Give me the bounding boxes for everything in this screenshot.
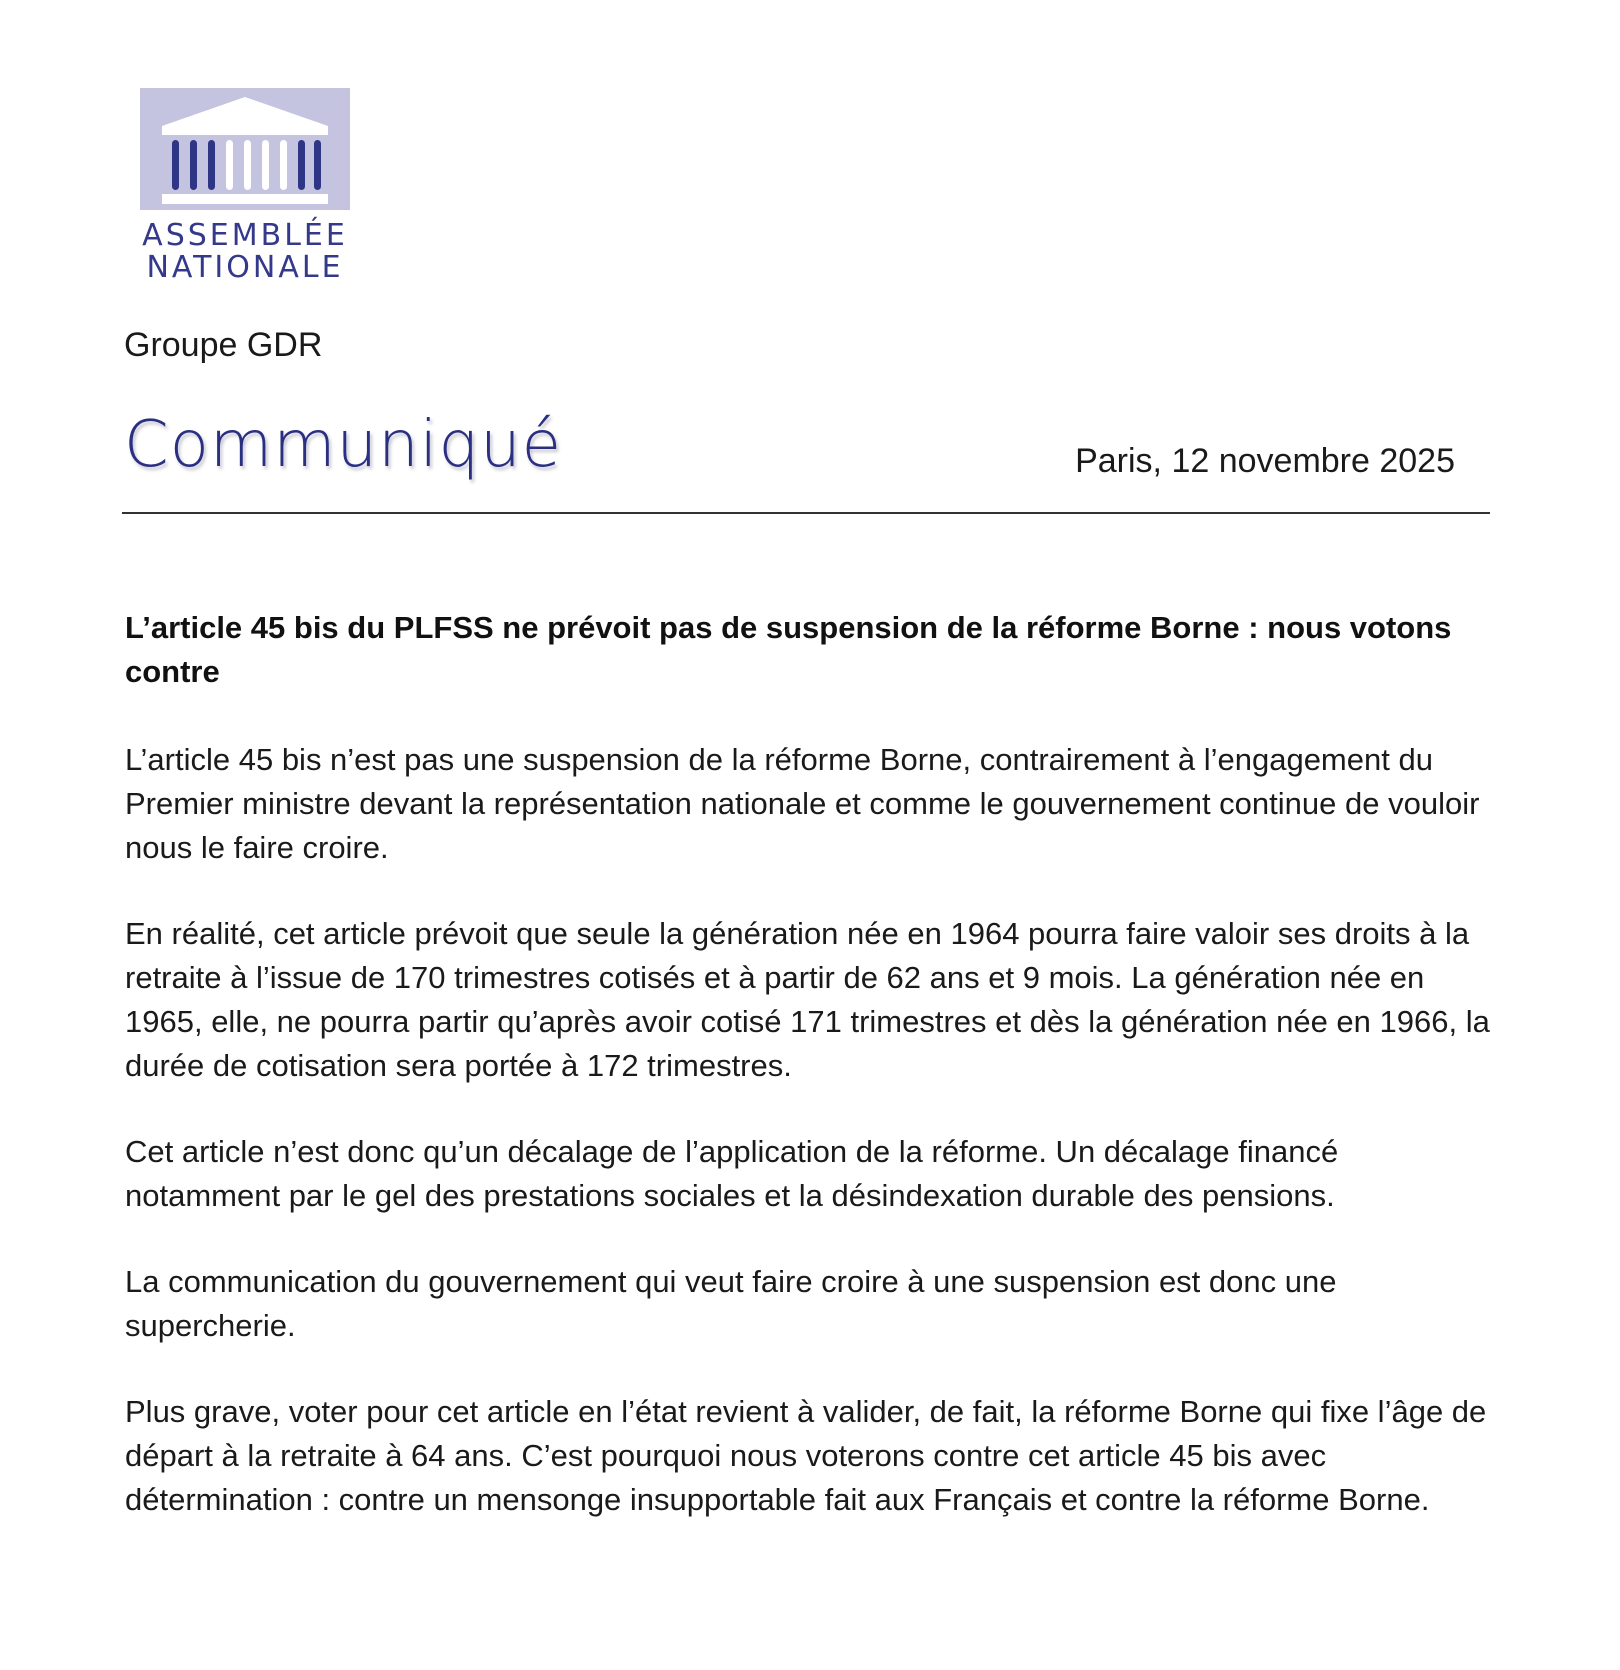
logo-line-1: ASSEMBLÉE bbox=[142, 218, 348, 253]
hemicycle-building-icon bbox=[140, 88, 350, 210]
logo-wordmark bbox=[140, 220, 350, 284]
headline: L’article 45 bis du PLFSS ne prévoit pas de suspension de la réforme Borne : nous votons contre bbox=[125, 610, 1452, 689]
paragraph-2: En réalité, cet article prévoit que seule la génération née en 1964 pourra faire valoir ses droits à la retraite à l’issue de 170 trimestres cotisés et à partir de 62 ans et 9 mois. La génération née en 1965, elle, ne pourra partir qu’après avoir cotisé 171 trimestres et dès la génération née en 1966, la durée de cotisation sera portée à 172 trimestres. bbox=[125, 916, 1490, 1083]
logo-line-2: NATIONALE bbox=[146, 250, 344, 285]
paragraph-4: La communication du gouvernement qui veut faire croire à une suspension est donc une supercherie. bbox=[125, 1264, 1337, 1343]
group-name: Groupe GDR bbox=[124, 326, 323, 364]
paragraph-1: L’article 45 bis n’est pas une suspension de la réforme Borne, contrairement à l’engagement du Premier ministre devant la représentation nationale et comme le gouvernement continue de vouloir nous le faire croire. bbox=[125, 742, 1480, 865]
paragraph-5: Plus grave, voter pour cet article en l’état revient à valider, de fait, la réforme Borne qui fixe l’âge de départ à la retraite à 64 ans. C’est pourquoi nous voterons contre cet article 45 bis avec détermination : contre un mensonge insupportable fait aux Français et contre la réforme Borne. bbox=[125, 1394, 1487, 1517]
page-title: Communiqué bbox=[124, 408, 562, 482]
date-line: Paris, 12 novembre 2025 bbox=[1075, 442, 1455, 480]
assemblee-nationale-logo bbox=[140, 88, 350, 284]
press-release-body bbox=[125, 606, 1495, 1564]
paragraph-3: Cet article n’est donc qu’un décalage de l’application de la réforme. Un décalage financé notamment par le gel des prestations sociales et la désindexation durable des pensions. bbox=[125, 1134, 1339, 1213]
header-divider bbox=[122, 512, 1490, 514]
